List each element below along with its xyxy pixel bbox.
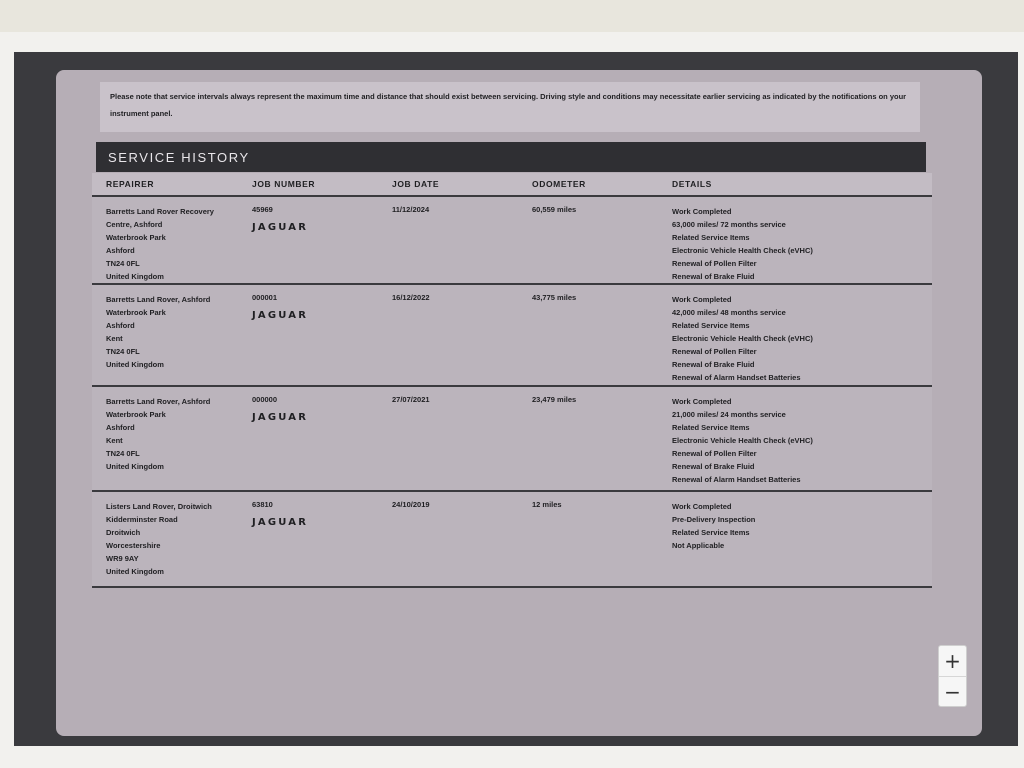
zoom-in-button[interactable]: + xyxy=(944,649,961,673)
details-line: Related Service Items xyxy=(672,423,750,432)
repairer-line: TN24 0FL xyxy=(106,449,140,458)
details-line: 21,000 miles/ 24 months service xyxy=(672,410,786,419)
repairer-line: Listers Land Rover, Droitwich xyxy=(106,502,212,511)
details-line: Work Completed xyxy=(672,207,732,216)
repairer-line: Kent xyxy=(106,436,123,445)
job-number: 000001 xyxy=(252,293,278,302)
job-number-cell xyxy=(252,500,372,528)
job-date: 27/07/2021 xyxy=(392,395,430,404)
repairer-line: Barretts Land Rover, Ashford xyxy=(106,397,211,406)
table-row xyxy=(92,197,932,285)
service-history-header xyxy=(96,142,926,172)
details-cell xyxy=(672,395,922,486)
details-line: Related Service Items xyxy=(672,233,750,242)
service-interval-notice: Please note that service intervals always represent the maximum time and distance that should exist between servicing. Driving style and conditions may necessitate earlier servicing as indicated by the notifications on your instrument panel. xyxy=(100,82,920,132)
header-repairer: REPAIRER xyxy=(106,179,155,189)
repairer-line: Waterbrook Park xyxy=(106,410,166,419)
header-job-date: JOB DATE xyxy=(392,179,440,189)
details-line: Renewal of Brake Fluid xyxy=(672,360,755,369)
jaguar-logo: JAGUAR xyxy=(252,412,309,423)
repairer-line: United Kingdom xyxy=(106,567,164,576)
details-cell xyxy=(672,205,922,283)
repairer-line: TN24 0FL xyxy=(106,347,140,356)
repairer-line: TN24 0FL xyxy=(106,259,140,268)
job-number: 000000 xyxy=(252,395,278,404)
header-odometer: ODOMETER xyxy=(532,179,586,189)
job-number-cell xyxy=(252,205,372,233)
repairer-line: Ashford xyxy=(106,423,135,432)
odometer-value: 12 miles xyxy=(532,500,562,509)
details-line: Electronic Vehicle Health Check (eVHC) xyxy=(672,246,813,255)
repairer-line: Barretts Land Rover, Ashford xyxy=(106,295,211,304)
repairer-line: Barretts Land Rover Recovery xyxy=(106,207,214,216)
details-line: Pre-Delivery Inspection xyxy=(672,515,756,524)
repairer-line: United Kingdom xyxy=(106,272,164,281)
repairer-cell xyxy=(106,293,246,371)
repairer-line: Worcestershire xyxy=(106,541,161,550)
section-title: SERVICE HISTORY xyxy=(108,150,250,165)
details-cell xyxy=(672,500,922,552)
details-line: Not Applicable xyxy=(672,541,725,550)
repairer-line: Kidderminster Road xyxy=(106,515,178,524)
header-job-number: JOB NUMBER xyxy=(252,179,316,189)
job-date: 11/12/2024 xyxy=(392,205,430,214)
details-line: Work Completed xyxy=(672,502,732,511)
repairer-cell xyxy=(106,205,246,283)
repairer-line: Centre, Ashford xyxy=(106,220,163,229)
repairer-cell xyxy=(106,500,246,578)
details-line: Renewal of Brake Fluid xyxy=(672,462,755,471)
details-cell xyxy=(672,293,922,384)
repairer-line: United Kingdom xyxy=(106,462,164,471)
repairer-line: United Kingdom xyxy=(106,360,164,369)
service-document xyxy=(56,70,982,736)
details-line: Renewal of Alarm Handset Batteries xyxy=(672,373,801,382)
repairer-line: Ashford xyxy=(106,321,135,330)
job-number-cell xyxy=(252,293,372,321)
zoom-control xyxy=(938,645,967,707)
details-line: Related Service Items xyxy=(672,528,750,537)
job-number: 63810 xyxy=(252,500,273,509)
repairer-line: Waterbrook Park xyxy=(106,308,166,317)
details-line: Electronic Vehicle Health Check (eVHC) xyxy=(672,334,813,343)
job-number: 45969 xyxy=(252,205,273,214)
repairer-line: Droitwich xyxy=(106,528,141,537)
details-line: Renewal of Alarm Handset Batteries xyxy=(672,475,801,484)
jaguar-logo: JAGUAR xyxy=(252,222,309,233)
details-line: Renewal of Pollen Filter xyxy=(672,259,757,268)
odometer-value: 43,775 miles xyxy=(532,293,577,302)
jaguar-logo: JAGUAR xyxy=(252,310,309,321)
table-row xyxy=(92,387,932,492)
details-line: 42,000 miles/ 48 months service xyxy=(672,308,786,317)
repairer-line: Waterbrook Park xyxy=(106,233,166,242)
details-line: 63,000 miles/ 72 months service xyxy=(672,220,786,229)
zoom-out-button[interactable]: − xyxy=(939,676,966,707)
header-details: DETAILS xyxy=(672,179,712,189)
repairer-line: Kent xyxy=(106,334,123,343)
jaguar-logo: JAGUAR xyxy=(252,517,309,528)
odometer-value: 23,479 miles xyxy=(532,395,577,404)
job-date: 24/10/2019 xyxy=(392,500,430,509)
details-line: Related Service Items xyxy=(672,321,750,330)
job-date: 16/12/2022 xyxy=(392,293,430,302)
table-header-row xyxy=(92,173,932,197)
repairer-line: Ashford xyxy=(106,246,135,255)
table-row xyxy=(92,285,932,387)
repairer-cell xyxy=(106,395,246,473)
details-line: Renewal of Pollen Filter xyxy=(672,449,757,458)
details-line: Work Completed xyxy=(672,295,732,304)
job-number-cell xyxy=(252,395,372,423)
details-line: Electronic Vehicle Health Check (eVHC) xyxy=(672,436,813,445)
details-line: Work Completed xyxy=(672,397,732,406)
service-history-table xyxy=(92,173,932,588)
details-line: Renewal of Brake Fluid xyxy=(672,272,755,281)
table-row xyxy=(92,492,932,588)
repairer-line: WR9 9AY xyxy=(106,554,139,563)
details-line: Renewal of Pollen Filter xyxy=(672,347,757,356)
odometer-value: 60,559 miles xyxy=(532,205,577,214)
